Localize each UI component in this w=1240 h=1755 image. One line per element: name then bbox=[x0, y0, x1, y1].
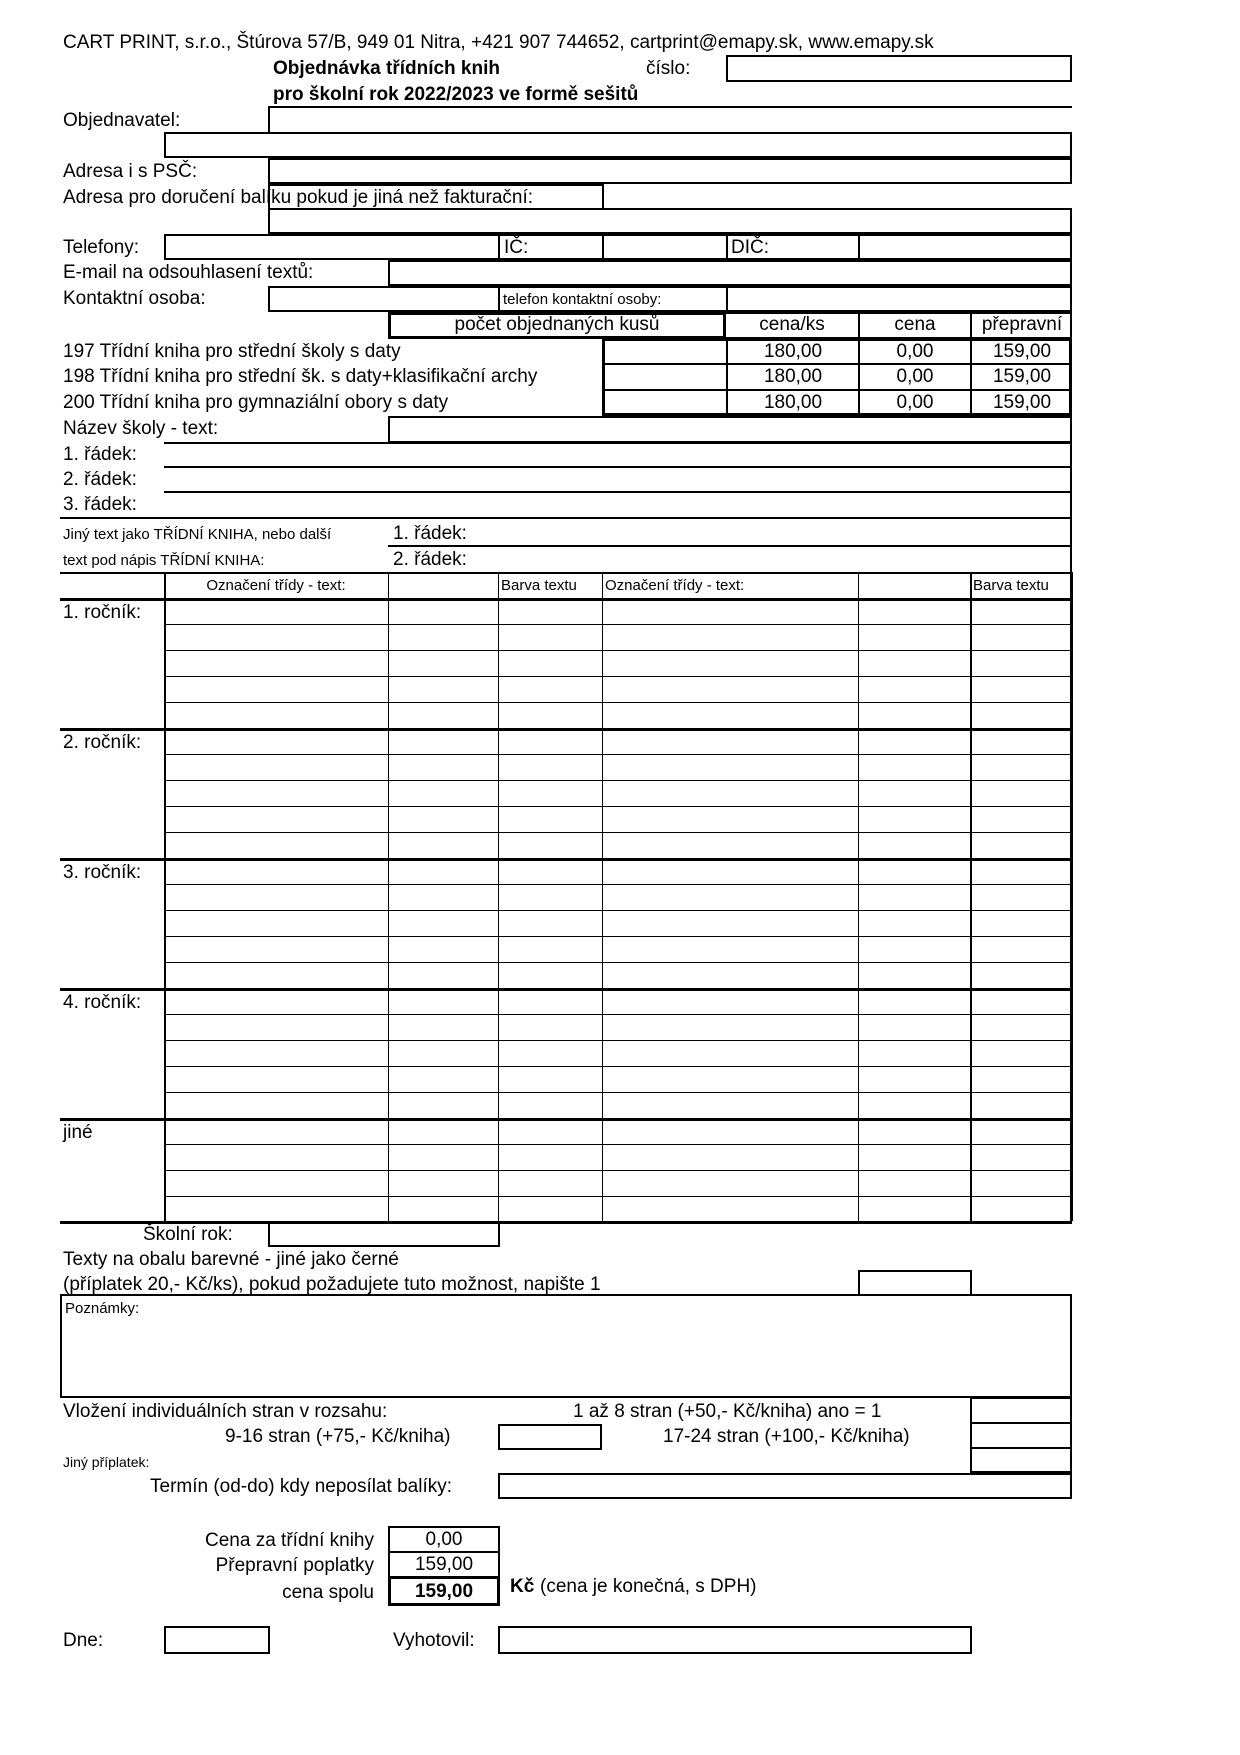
count-header: počet objednaných kusů bbox=[454, 314, 660, 335]
class-text-cell[interactable] bbox=[604, 808, 857, 831]
class-text-cell[interactable] bbox=[166, 808, 387, 831]
class-text-cell[interactable] bbox=[604, 1146, 857, 1169]
address-label: Adresa i s PSČ: bbox=[63, 161, 198, 182]
school-line2-label: 2. řádek: bbox=[63, 469, 137, 490]
school-year-field[interactable] bbox=[268, 1221, 500, 1247]
class-text-cell[interactable] bbox=[166, 704, 387, 727]
ic-input[interactable] bbox=[604, 236, 724, 258]
dic-label: DIČ: bbox=[731, 237, 769, 258]
school-line2-input[interactable] bbox=[166, 468, 1070, 489]
product-unit-price: 180,00 bbox=[763, 366, 823, 387]
school-line3-label: 3. řádek: bbox=[63, 494, 137, 515]
orderer-field[interactable] bbox=[164, 132, 1072, 158]
class-text-cell[interactable] bbox=[604, 886, 857, 909]
orderer-label: Objednavatel: bbox=[63, 110, 181, 131]
class-text-cell[interactable] bbox=[604, 990, 857, 1013]
class-text-cell[interactable] bbox=[604, 938, 857, 961]
unit-price-header: cena/ks bbox=[759, 314, 825, 335]
shipping-fees-value: 159,00 bbox=[414, 1554, 474, 1575]
school-year-label: Školní rok: bbox=[143, 1224, 233, 1245]
class-grid-column-line bbox=[602, 572, 603, 1221]
class-row-line bbox=[164, 1196, 1072, 1197]
class-text-cell[interactable] bbox=[604, 782, 857, 805]
dic-input[interactable] bbox=[860, 236, 1070, 258]
class-group-label: 3. ročník: bbox=[63, 862, 142, 883]
date-field[interactable] bbox=[164, 1626, 270, 1654]
class-text-cell[interactable] bbox=[166, 652, 387, 675]
other-text-label-a: Jiný text jako TŘÍDNÍ KNIHA, nebo další bbox=[63, 526, 332, 543]
totals-line-1 bbox=[388, 1551, 500, 1553]
insert-9-16-field[interactable] bbox=[498, 1424, 602, 1450]
other-line1-label: 1. řádek: bbox=[393, 523, 467, 544]
class-group-label: 2. ročník: bbox=[63, 732, 142, 753]
class-text-cell[interactable] bbox=[166, 600, 387, 623]
class-row-line bbox=[164, 1066, 1072, 1067]
class-text-cell[interactable] bbox=[604, 756, 857, 779]
class-text-cell[interactable] bbox=[166, 756, 387, 779]
class-row-line bbox=[164, 1144, 1072, 1145]
class-text-cell[interactable] bbox=[604, 1172, 857, 1195]
class-text-cell[interactable] bbox=[604, 1068, 857, 1091]
class-text-cell[interactable] bbox=[166, 860, 387, 883]
class-text-cell[interactable] bbox=[604, 1042, 857, 1065]
class-text-cell[interactable] bbox=[166, 1068, 387, 1091]
school-name-left-line bbox=[388, 416, 390, 442]
class-row-line bbox=[164, 676, 1072, 677]
class-text-header: Označení třídy - text: bbox=[206, 577, 346, 594]
class-text-cell[interactable] bbox=[166, 964, 387, 987]
books-price-label: Cena za třídní knihy bbox=[205, 1530, 374, 1551]
address-field[interactable] bbox=[268, 158, 1072, 184]
product-price: 0,00 bbox=[896, 366, 934, 387]
class-row-line bbox=[164, 1170, 1072, 1171]
shipping-header: přepravní bbox=[981, 314, 1063, 335]
class-row-line bbox=[164, 780, 1072, 781]
class-row-line bbox=[164, 910, 1072, 911]
class-text-cell[interactable] bbox=[604, 1120, 857, 1143]
contact-phone-input[interactable] bbox=[728, 288, 1070, 310]
email-label: E-mail na odsouhlasení textů: bbox=[63, 262, 314, 283]
insert-17-24-input[interactable] bbox=[972, 1424, 1070, 1446]
books-price-value: 0,00 bbox=[425, 1529, 463, 1550]
class-text-cell[interactable] bbox=[166, 782, 387, 805]
class-row-line bbox=[164, 884, 1072, 885]
other-line1-input[interactable] bbox=[480, 520, 1068, 542]
class-text-cell[interactable] bbox=[166, 912, 387, 935]
product-shipping: 159,00 bbox=[992, 366, 1052, 387]
insert-9-16-label: 9-16 stran (+75,- Kč/kniha) bbox=[225, 1426, 451, 1447]
phones-divider-1 bbox=[498, 234, 500, 260]
class-text-cell[interactable] bbox=[166, 1042, 387, 1065]
product-name: 200 Třídní kniha pro gymnaziální obory s daty bbox=[63, 392, 449, 413]
insert-right-line-2 bbox=[970, 1447, 1072, 1449]
school-name-top-line bbox=[388, 416, 1072, 418]
class-row-line bbox=[164, 650, 1072, 651]
class-grid-column-line bbox=[970, 572, 972, 1221]
insert-17-24-label: 17-24 stran (+100,- Kč/kniha) bbox=[663, 1426, 910, 1447]
class-row-line bbox=[164, 624, 1072, 625]
product-unit-price: 180,00 bbox=[763, 392, 823, 413]
class-grid-column-line bbox=[858, 572, 859, 1221]
price-note: (cena je konečná, s DPH) bbox=[540, 1576, 757, 1597]
product-shipping: 159,00 bbox=[992, 392, 1052, 413]
contact-phone-label: telefon kontaktní osoby: bbox=[503, 291, 662, 308]
phones-label: Telefony: bbox=[63, 237, 140, 258]
currency-label: Kč bbox=[510, 1576, 535, 1597]
class-text-cell[interactable] bbox=[604, 1198, 857, 1221]
text-color-header: Barva textu bbox=[973, 577, 1049, 594]
class-text-cell[interactable] bbox=[604, 600, 857, 623]
date-label: Dne: bbox=[63, 1630, 104, 1651]
class-text-header: Označení třídy - text: bbox=[605, 577, 745, 594]
insert-pages-label: Vložení individuálních stran v rozsahu: bbox=[63, 1401, 388, 1422]
prepared-by-field[interactable] bbox=[498, 1626, 972, 1654]
product-name: 198 Třídní kniha pro střední šk. s daty+klasifikační archy bbox=[63, 366, 538, 387]
class-text-cell[interactable] bbox=[604, 912, 857, 935]
class-text-cell[interactable] bbox=[166, 834, 387, 857]
notes-label: Poznámky: bbox=[65, 1300, 140, 1317]
orderer-field-top bbox=[268, 106, 1072, 134]
product-shipping: 159,00 bbox=[992, 341, 1052, 362]
ic-label: IČ: bbox=[504, 237, 529, 258]
delivery-address-label: Adresa pro doručení balíku pokud je jiná než fakturační: bbox=[63, 187, 534, 208]
class-text-cell[interactable] bbox=[604, 834, 857, 857]
class-text-cell[interactable] bbox=[166, 990, 387, 1013]
products-row-line-1 bbox=[602, 363, 1072, 365]
order-number-label: číslo: bbox=[646, 58, 691, 79]
order-number-field[interactable] bbox=[726, 55, 1072, 82]
phones-input[interactable] bbox=[166, 236, 496, 258]
class-text-cell[interactable] bbox=[604, 964, 857, 987]
class-row-line bbox=[164, 806, 1072, 807]
class-group-label: jiné bbox=[63, 1122, 93, 1143]
class-text-cell[interactable] bbox=[166, 1146, 387, 1169]
class-text-cell[interactable] bbox=[166, 1094, 387, 1117]
total-price-value: 159,00 bbox=[414, 1581, 474, 1602]
class-grid-column-line bbox=[498, 572, 499, 1221]
company-info: CART PRINT, s.r.o., Štúrova 57/B, 949 01 Nitra, +421 907 744652, cartprint@emapy.sk, www.emapy.sk bbox=[63, 32, 934, 53]
class-row-line bbox=[164, 754, 1072, 755]
product-price: 0,00 bbox=[896, 341, 934, 362]
class-row-line bbox=[164, 1014, 1072, 1015]
shipping-fees-label: Přepravní poplatky bbox=[215, 1555, 374, 1576]
color-text-line1: Texty na obalu barevné - jiné jako černé bbox=[63, 1249, 399, 1270]
products-row-line-2 bbox=[602, 389, 1072, 391]
other-text-label-b: text pod nápis TŘÍDNÍ KNIHA: bbox=[63, 552, 265, 569]
total-price-label: cena spolu bbox=[282, 1582, 374, 1603]
other-line2-input[interactable] bbox=[480, 547, 1068, 569]
school-line1-input[interactable] bbox=[166, 444, 1070, 465]
product-count-input[interactable] bbox=[605, 392, 724, 413]
school-line3-input[interactable] bbox=[166, 493, 1070, 515]
class-text-cell[interactable] bbox=[166, 938, 387, 961]
contact-label: Kontaktní osoba: bbox=[63, 288, 206, 309]
class-row-line bbox=[164, 1040, 1072, 1041]
class-text-cell[interactable] bbox=[604, 1016, 857, 1039]
color-text-line2: (příplatek 20,- Kč/ks), pokud požadujete tuto možnost, napište 1 bbox=[63, 1274, 601, 1295]
class-text-cell[interactable] bbox=[166, 678, 387, 701]
form-title-line2: pro školní rok 2022/2023 ve formě sešitů bbox=[273, 84, 639, 105]
class-text-cell[interactable] bbox=[166, 886, 387, 909]
product-price: 0,00 bbox=[896, 392, 934, 413]
product-count-input[interactable] bbox=[605, 341, 724, 362]
delivery-address-field[interactable] bbox=[268, 208, 1072, 234]
class-row-line bbox=[164, 936, 1072, 937]
class-group-label: 1. ročník: bbox=[63, 602, 142, 623]
class-text-cell[interactable] bbox=[604, 860, 857, 883]
class-text-cell[interactable] bbox=[604, 704, 857, 727]
class-text-cell[interactable] bbox=[166, 730, 387, 753]
no-delivery-label: Termín (od-do) kdy neposílat balíky: bbox=[150, 1476, 453, 1497]
class-grid-right-line bbox=[1070, 572, 1073, 1221]
notes-box[interactable] bbox=[60, 1294, 1072, 1398]
insert-1-8-label: 1 až 8 stran (+50,- Kč/kniha) ano = 1 bbox=[573, 1401, 882, 1422]
phones-divider-3 bbox=[726, 234, 728, 260]
other-line2-label: 2. řádek: bbox=[393, 549, 467, 570]
no-delivery-field[interactable] bbox=[498, 1473, 1072, 1499]
class-text-cell[interactable] bbox=[604, 1094, 857, 1117]
class-header-top-line bbox=[164, 572, 1072, 573]
delivery-field-top bbox=[268, 184, 604, 210]
price-header: cena bbox=[894, 314, 936, 335]
class-text-cell[interactable] bbox=[166, 1172, 387, 1195]
class-text-cell[interactable] bbox=[166, 1120, 387, 1143]
class-row-line bbox=[164, 962, 1072, 963]
class-text-cell[interactable] bbox=[604, 652, 857, 675]
class-grid-column-line bbox=[388, 572, 389, 1221]
class-row-line bbox=[164, 1092, 1072, 1093]
class-text-cell[interactable] bbox=[166, 1198, 387, 1221]
contact-person-input[interactable] bbox=[270, 288, 496, 310]
contact-divider-1 bbox=[498, 286, 500, 312]
class-row-line bbox=[164, 832, 1072, 833]
school-name-label: Název školy - text: bbox=[63, 418, 219, 439]
class-text-cell[interactable] bbox=[166, 1016, 387, 1039]
color-text-field[interactable] bbox=[858, 1270, 972, 1296]
product-name: 197 Třídní kniha pro střední školy s daty bbox=[63, 341, 401, 362]
product-count-input[interactable] bbox=[605, 366, 724, 387]
class-text-cell[interactable] bbox=[604, 678, 857, 701]
class-group-label: 4. ročník: bbox=[63, 992, 142, 1013]
form-title-line1: Objednávka třídních knih bbox=[273, 58, 500, 79]
other-surcharge-label: Jiný příplatek: bbox=[63, 1454, 150, 1470]
school-line1-label: 1. řádek: bbox=[63, 444, 137, 465]
class-text-cell[interactable] bbox=[166, 626, 387, 649]
class-text-cell[interactable] bbox=[604, 730, 857, 753]
prepared-by-label: Vyhotovil: bbox=[393, 1630, 475, 1651]
email-field[interactable] bbox=[388, 260, 1072, 286]
other-right-line bbox=[1070, 517, 1072, 573]
insert-1-8-input[interactable] bbox=[972, 1399, 1070, 1421]
class-row-line bbox=[164, 702, 1072, 703]
school-line-3-bottom bbox=[60, 517, 1072, 519]
class-text-cell[interactable] bbox=[604, 626, 857, 649]
product-unit-price: 180,00 bbox=[763, 341, 823, 362]
text-color-header: Barva textu bbox=[501, 577, 577, 594]
